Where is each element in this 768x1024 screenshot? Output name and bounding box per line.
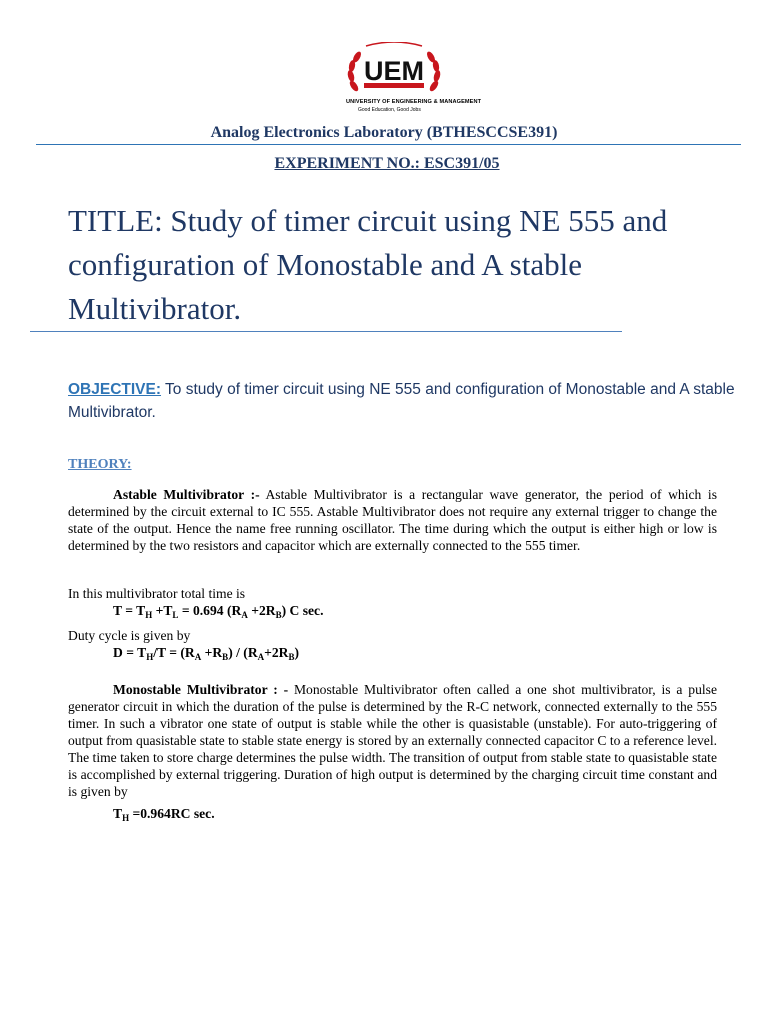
duty-cycle-formula: $D = T_H/T = (R_A +R_B) / (R_A+2R_B)$ <box>113 645 300 662</box>
monostable-heading: Monostable Multivibrator : - <box>113 682 289 697</box>
logo-tagline: Good Education, Good Jobs <box>358 107 421 113</box>
objective-text: To study of timer circuit using NE 555 and configuration of Monostable and A stable Multivibrator. <box>68 381 735 421</box>
document-title: TITLE: Study of timer circuit using NE 555 and configuration of Monostable and A stable Multivibrator. <box>68 203 668 326</box>
astable-text: Astable Multivibrator is a rectangular wave generator, the period of which is determined by the circuit external to IC 555. Astable Multivibrator does not require any external trigger to change the state of the output. Hence the name free running oscillator. The time during which the output is either high or low is determined by the two resistors and capacitor which are externally connected to the 555 timer. <box>68 487 717 553</box>
uem-logo <box>344 42 482 118</box>
objective-label: OBJECTIVE: <box>68 381 162 398</box>
duty-cycle-intro: Duty cycle is given by <box>68 628 191 643</box>
total-time-formula: $T = T_H +T_L = 0.694$ $(R_A +2R_B)$ C sec. <box>113 603 324 620</box>
monostable-text: Monostable Multivibrator often called a one shot multivibrator, is a pulse generator circuit in which the duration of the pulse is determined by the R-C network, connected externally to the 555 timer. In such a vibrator one state of output is stable while the other is quasistable (unstable). For auto-triggering of output from quasistable state to stable state energy is stored by an externally connected capacitor C to a reference level. The time taken to store charge determines the pulse width. The transition of output from stable state to quasistable state is accomplished by external triggering. Duration of high output is determined by the charging circuit time constant and is given by <box>68 682 717 799</box>
pulse-width-formula: $T_H =0.964RC$ sec. <box>113 806 215 823</box>
total-time-intro: In this multivibrator total time is <box>68 586 246 601</box>
monostable-paragraph <box>68 681 717 800</box>
title-divider <box>30 331 622 332</box>
header-divider <box>36 144 741 145</box>
theory-heading: THEORY: <box>68 457 132 472</box>
objective-section <box>68 378 738 424</box>
experiment-number: EXPERIMENT NO.: ESC391/05 <box>274 155 500 172</box>
laurel-wreath-icon <box>344 42 444 100</box>
logo-abbreviation: UEM <box>364 56 424 86</box>
university-name: UNIVERSITY OF ENGINEERING & MANAGEMENT <box>346 99 482 105</box>
astable-heading: Astable Multivibrator :- <box>113 487 260 502</box>
astable-paragraph <box>68 486 717 554</box>
lab-title: Analog Electronics Laboratory (BTHESCCSE391) <box>210 124 558 141</box>
